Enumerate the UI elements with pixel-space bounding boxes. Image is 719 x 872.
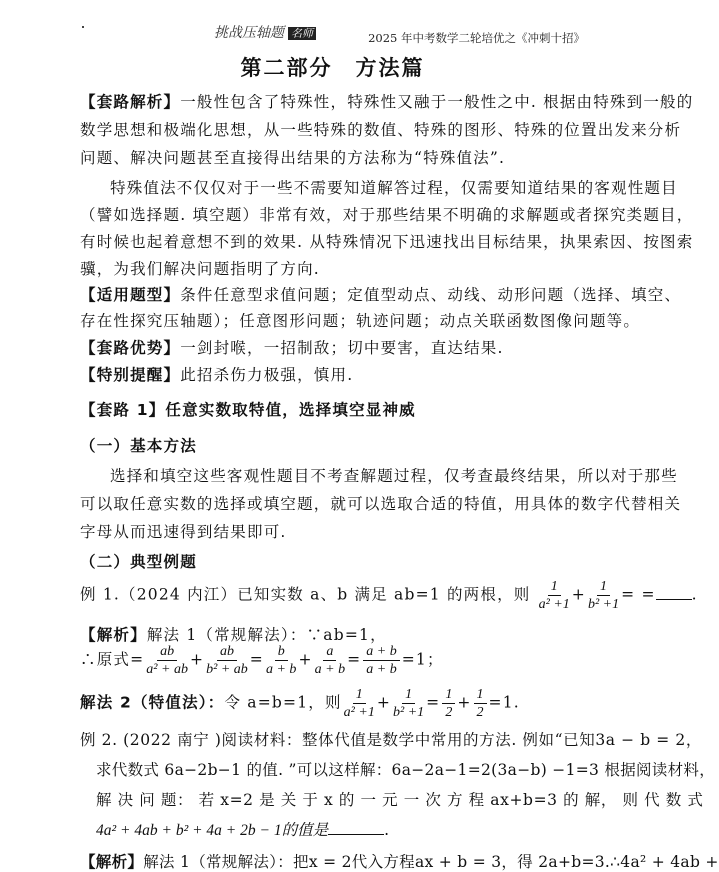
method-line: 选择和填空这些客观性题目不考查解题过程，仅考查最终结果，所以对于那些 [110, 467, 678, 485]
den: a + b [314, 662, 346, 677]
den: b² +1 [393, 705, 425, 720]
text: ∴原式= [80, 650, 145, 669]
answer-blank [328, 822, 384, 835]
fraction [442, 686, 455, 721]
fraction [539, 578, 570, 613]
page-title: 第二部分 方法篇 [240, 56, 425, 80]
den: b² +1 [587, 597, 620, 612]
label-method-2: 解法 2（特值法）： [80, 693, 225, 712]
label-warning: 【特别提醒】 [80, 366, 181, 384]
expression: 4a² + 4ab + b² + 4a + 2b − 1的值是 [96, 822, 329, 839]
example-2-line: 解 决 问 题： 若 x=2 是 关 于 x 的 一 元 一 次 方 程 ax+b=3 的 解， 则 代 数 式 [96, 791, 704, 809]
text: =1； [401, 650, 444, 669]
logo-text: 挑战压轴题 [214, 25, 284, 41]
types-line [80, 283, 681, 305]
answer-blank [656, 587, 692, 600]
fraction [206, 643, 248, 678]
fraction [588, 578, 619, 613]
logo-badge: 名师 [288, 27, 316, 40]
fraction [363, 643, 399, 678]
intro-line: 骥，为我们解决问题指明了方向. [80, 260, 320, 278]
text: 一剑封喉，一招制敌；切中要害，直达结果. [180, 339, 504, 357]
text: 条件任意型求值问题；定值型动点、动线、动形问题（选择、填空、 [180, 286, 682, 304]
subheading-examples: （二）典型例题 [80, 553, 197, 571]
num: 1 [597, 578, 610, 596]
fraction [146, 643, 188, 678]
subheading-basic: （一）基本方法 [80, 437, 197, 455]
num: ab [157, 643, 177, 661]
intro-line: （譬如选择题. 填空题）非常有效，对于那些结果不明确的求解题或者探究类题目， [80, 206, 694, 224]
text: . [384, 821, 390, 839]
intro-line [80, 90, 693, 112]
den: a² +1 [343, 705, 375, 720]
solution-formula: ∴原式= $\frac{ab}{\text{a² + ab}}$ + $\frac{ab}{\text{b² + ab}}$ = $\frac{b}{a + b}$ + $\frac{a}{a + b}$ = $\frac{a + b}{a + b}$ =1； [80, 644, 444, 677]
fraction [344, 686, 375, 721]
method-line: 字母从而迅速得到结果即可. [80, 523, 287, 541]
fraction [266, 643, 296, 678]
text: =1. [488, 693, 520, 712]
header-logo [214, 22, 316, 42]
example-1 [80, 578, 698, 613]
text: 此招杀伤力极强，慎用. [180, 366, 354, 384]
text: 例 1.（2024 内江）已知实数 a、b 满足 ab=1 的两根，则 [80, 585, 531, 604]
intro-line: 特殊值法不仅仅对于一些不需要知道解答过程，仅需要知道结果的客观性题目 [110, 179, 678, 197]
op: = = [621, 585, 656, 604]
advantage-line [80, 336, 504, 358]
den: b² + ab [206, 662, 248, 677]
series-title: 2025 年中考数学二轮培优之《冲刺十招》 [368, 31, 585, 45]
fraction [474, 686, 487, 721]
num: 1 [548, 578, 561, 596]
intro-line: 问题、解决问题甚至直接得出结果的方法称为“特殊值法”. [80, 149, 506, 167]
types-line: 存在性探究压轴题）；任意图形问题；轨迹问题；动点关联函数图像问题等。 [80, 312, 641, 330]
text: . [691, 585, 698, 604]
label-analysis: 【套路解析】 [80, 93, 181, 111]
fraction [315, 643, 345, 678]
warning-line [80, 363, 353, 385]
label-solution: 【解析】 [80, 853, 144, 871]
text: 令 a=b=1，则 [224, 693, 342, 712]
den: a² + ab [146, 662, 188, 677]
text: 解法 1（常规解法）：把x = 2代入方程ax + b = 3，得 2a+b=3.∴4a² + 4ab + [143, 853, 719, 871]
den: a + b [366, 662, 397, 677]
label-types: 【适用题型】 [80, 286, 181, 304]
den: a + b [265, 662, 297, 677]
op: + [571, 585, 586, 604]
intro-line: 有时候也起着意想不到的效果. 从特殊情况下迅速找出目标结果，执果索因、按图索 [80, 233, 694, 251]
example-2-solution [80, 850, 719, 872]
label-solution: 【解析】 [80, 626, 147, 644]
label-advantage: 【套路优势】 [80, 339, 181, 357]
solution-line [80, 623, 387, 645]
den: a² +1 [538, 597, 570, 612]
num: 1 [402, 686, 415, 704]
text: 一般性包含了特殊性，特殊性又融于一般性之中. 根据由特殊到一般的 [180, 93, 694, 111]
example-2-line [96, 818, 389, 840]
scan-dot [82, 26, 84, 28]
den: 2 [445, 705, 453, 720]
section-heading: 【套路 1】任意实数取特值，选择填空显神威 [80, 401, 416, 419]
den: 2 [476, 705, 484, 720]
text: 解法 1（常规解法）：∵ab=1， [146, 626, 387, 644]
intro-line: 数学思想和极端化思想，从一些特殊的数值、特殊的图形、特殊的位置出发来分析 [80, 121, 682, 139]
example-2-line: 求代数式 6a−2b−1 的值. ”可以这样解：6a−2a−1=2(3a−b) −1=3 根据阅读材料， [96, 761, 716, 779]
num: a [323, 643, 336, 661]
method-line: 可以取任意实数的选择或填空题，就可以选取合适的特值，用具体的数字代替相关 [80, 495, 682, 513]
num: 1 [442, 686, 455, 704]
num: ab [217, 643, 237, 661]
num: b [275, 643, 288, 661]
num: 1 [474, 686, 487, 704]
fraction [393, 686, 424, 721]
example-2-line: 例 2. (2022 南宁 )阅读材料：整体代值是数学中常用的方法. 例如“已知3a − b = 2， [80, 731, 702, 749]
num: a + b [363, 643, 399, 661]
solution-method-2: 解法 2（特值法）：令 a=b=1，则 $\frac{1}{\text{a² +1}}$ + $\frac{1}{\text{b² +1}}$ = $\frac{1}{2}$ + $\frac{1}{2}$ =1. [80, 687, 520, 720]
num: 1 [353, 686, 366, 704]
